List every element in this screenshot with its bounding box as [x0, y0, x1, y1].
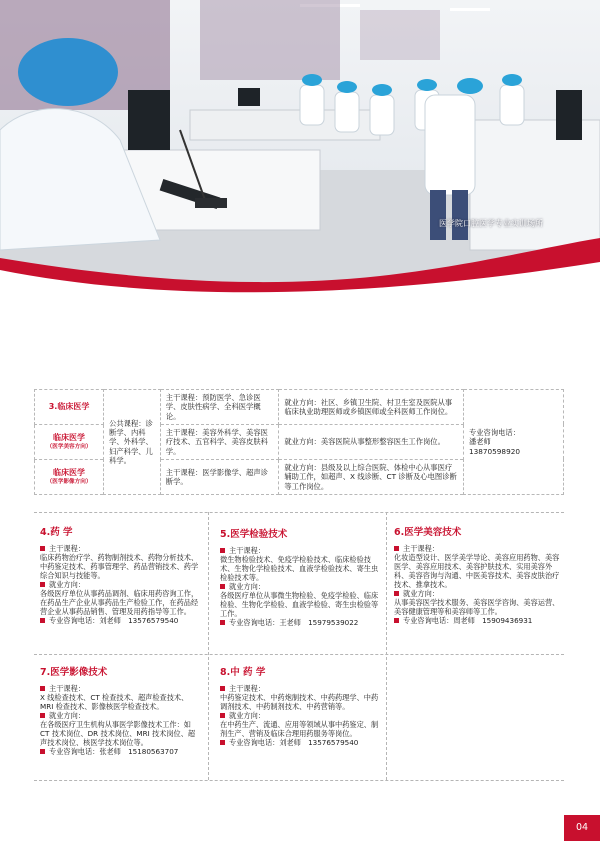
public-course-cell: [104, 390, 161, 495]
contact-label: 专业咨询电话：: [468, 427, 521, 437]
major-sub: （医学影像方向）: [46, 479, 92, 485]
section-title: 6.医学美容技术: [394, 527, 462, 538]
contact-phone: 13870598920: [468, 446, 521, 456]
course-cell: [160, 390, 279, 425]
course-label: 主干课程：: [40, 684, 200, 693]
major-name-cell: [35, 424, 104, 459]
grid-divider: [34, 780, 564, 781]
public-course: 公共课程：诊断学、内科学、外科学、妇产科学、儿科学。: [109, 418, 153, 465]
course-text: 临床药物治疗学、药物制剂技术、药物分析技术、中药鉴定技术、药事管理学、药品营销技术、药学综合知识与技能等。: [40, 552, 199, 580]
course-text: 主干课程：医学影像学、超声诊断学。: [165, 467, 268, 486]
section-title: 5.医学检验技术: [220, 529, 288, 540]
major-section-lab-tech: [220, 529, 380, 627]
course-text: 中药鉴定技术、中药炮制技术、中药药理学、中药调剂技术、中药制剂技术、中药营销等。: [220, 692, 379, 711]
course-label: 主干课程：: [40, 544, 200, 553]
direction-label: 就业方向：: [220, 582, 380, 591]
course-text: 微生物检验技术、免疫学检验技术、临床检验技术、生物化学检验技术、血液学检验技术、寄生虫检验技术等。: [220, 554, 379, 582]
grid-divider: [208, 512, 209, 780]
direction-text: 各级医疗单位从事药品调剂、临床用药咨询工作，在药品生产企业从事药品生产检验工作，在药品经营企业从事药品销售、管理及用药指导等工作。: [40, 588, 199, 616]
section-title: 7.医学影像技术: [40, 667, 108, 678]
major-section-imaging: [40, 667, 200, 756]
course-text: X 线检查技术、CT 检查技术、超声检查技术、MRI 检查技术、影像核医学检查技术。: [40, 692, 189, 711]
direction-cell: [279, 390, 464, 425]
contact-text: 专业咨询电话：张老师 15180563707: [40, 747, 200, 756]
direction-text: 各级医疗单位从事微生物检验、免疫学检验、临床检验、生物化学检验、血液学检验、寄生虫检验等工作。: [220, 590, 379, 618]
grid-divider: [386, 512, 387, 780]
course-text: 主干课程：美容外科学、美容医疗技术、五官科学、美容皮肤科学。: [165, 427, 268, 456]
direction-cell: [279, 459, 464, 494]
direction-text: 在各级医疗卫生机构从事医学影像技术工作：如 CT 技术岗位、DR 技术岗位、MRI 技术岗位、超声技术岗位、核医学技术岗位等。: [40, 719, 196, 747]
direction-label: 就业方向：: [40, 580, 200, 589]
course-cell: [160, 424, 279, 459]
direction-text: 就业方向：社区、乡镇卫生院、村卫生室及医院从事临床执业助理医师或乡镇医师或全科医师工作岗位。: [284, 397, 453, 416]
photo-caption: 医学院口腔医学专业实训场所: [439, 219, 543, 228]
course-text: 化妆造型设计、医学美学导论、美容应用药物、美容医学、美容应用技术、美容护肤技术、实用美容外科、美容咨询与沟通、中医美容技术、美容皮肤治疗技术、推拿技术。: [394, 552, 560, 589]
grid-divider: [34, 512, 564, 513]
course-label: 主干课程：: [394, 544, 562, 553]
major-name-cell: [35, 390, 104, 425]
header-photo: [0, 0, 600, 300]
contact-name: 潘老师: [468, 437, 491, 447]
major-name-cell: [35, 459, 104, 494]
major-section-pharmacy: [40, 527, 200, 625]
contact-text: 专业咨询电话：周老师 15909436931: [394, 616, 562, 625]
course-text: 主干课程：预防医学、急诊医学、皮肤性病学、全科医学概论。: [165, 393, 261, 421]
major-name: 3.临床医学: [48, 401, 90, 411]
page-number: 04: [564, 815, 600, 841]
training-room-illustration: [0, 0, 600, 300]
grid-divider: [34, 654, 564, 655]
section-title: 4.药 学: [40, 527, 73, 538]
direction-text: 就业方向：县级及以上综合医院、体检中心从事医疗辅助工作，如超声、X 线诊断、CT 诊断及心电图诊断等工作岗位。: [284, 462, 457, 491]
contact-text: 专业咨询电话：王老师 15979539022: [220, 618, 380, 627]
major-section-cosmetology: [394, 527, 562, 625]
major-name: 临床医学: [53, 467, 86, 477]
direction-cell: [279, 424, 464, 459]
contact-text: 专业咨询电话：刘老师 13576579540: [40, 616, 200, 625]
section-title: 8.中 药 学: [220, 667, 266, 678]
direction-text: 从事美容医学技术服务、美容医学咨询、美容运营、美容健康管理等和美容师等工作。: [394, 597, 560, 616]
course-cell: [160, 459, 279, 494]
direction-text: 就业方向：美容医院从事整形整容医生工作岗位。: [284, 437, 445, 447]
direction-label: 就业方向：: [220, 711, 380, 720]
direction-label: 就业方向：: [394, 589, 562, 598]
course-label: 主干课程：: [220, 684, 380, 693]
course-label: 主干课程：: [220, 546, 380, 555]
major-sub: （医学美容方向）: [46, 444, 92, 451]
clinical-medicine-table: [34, 389, 564, 495]
direction-text: 在中药生产、流通、应用等领域从事中药鉴定、制剂生产、营销及临床合理用药服务等岗位。: [220, 719, 379, 738]
major-section-tcm-pharmacy: [220, 667, 380, 747]
table-row: [35, 390, 564, 425]
major-name: 临床医学: [53, 432, 86, 442]
contact-cell: [463, 390, 563, 495]
contact-text: 专业咨询电话：刘老师 13576579540: [220, 738, 380, 747]
direction-label: 就业方向：: [40, 711, 200, 720]
